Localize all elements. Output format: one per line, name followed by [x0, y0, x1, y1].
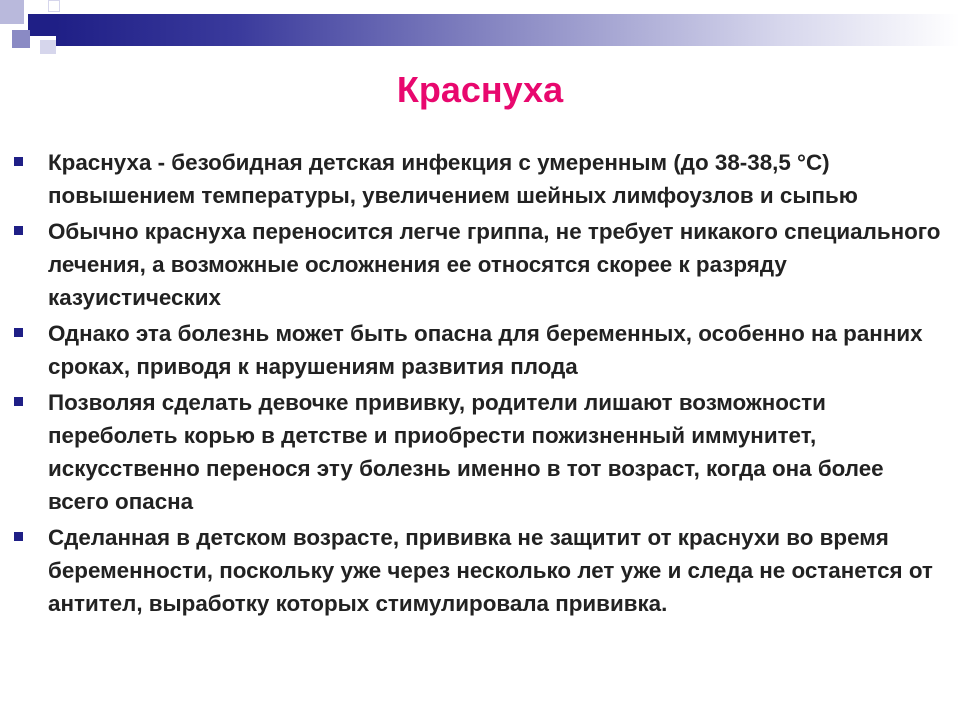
slide-title: Краснуха	[396, 69, 564, 110]
bullet-text: Краснуха - безобидная детская инфекция с умеренным (до 38-38,5 °С) повышением температуры, увеличением шейных лимфоузлов и сыпью	[48, 150, 858, 208]
decorative-square-icon	[40, 40, 56, 54]
decorative-square-icon	[12, 30, 30, 48]
bullet-item	[14, 146, 944, 212]
square-bullet-icon	[14, 226, 23, 235]
bullet-text: Сделанная в детском возрасте, прививка не защитит от краснухи во время беременности, поскольку уже через несколько лет уже и следа не останется от антител, выработку которых стимулировала прививка.	[48, 525, 933, 616]
bullet-text: Обычно краснуха переносится легче гриппа, не требует никакого специального лечения, а возможные осложнения ее относятся скорее к разряду казуистических	[48, 219, 941, 310]
slide-content	[14, 146, 944, 623]
decorative-square-icon	[0, 0, 24, 24]
decorative-square-icon	[28, 14, 56, 36]
square-bullet-icon	[14, 397, 23, 406]
bullet-text: Однако эта болезнь может быть опасна для беременных, особенно на ранних сроках, приводя к нарушениям развития плода	[48, 321, 923, 379]
bullet-list	[14, 146, 944, 620]
header-gradient-bar	[56, 14, 960, 46]
square-bullet-icon	[14, 328, 23, 337]
bullet-item	[14, 317, 944, 383]
bullet-item	[14, 521, 944, 620]
square-bullet-icon	[14, 157, 23, 166]
decorative-square-icon	[48, 0, 60, 12]
square-bullet-icon	[14, 532, 23, 541]
bullet-text: Позволяя сделать девочке прививку, родители лишают возможности переболеть корью в детстве и приобрести пожизненный иммунитет, искусственно перенося эту болезнь именно в тот возраст, когда она более всего опасна	[48, 390, 884, 514]
bullet-item	[14, 215, 944, 314]
bullet-item	[14, 386, 944, 518]
